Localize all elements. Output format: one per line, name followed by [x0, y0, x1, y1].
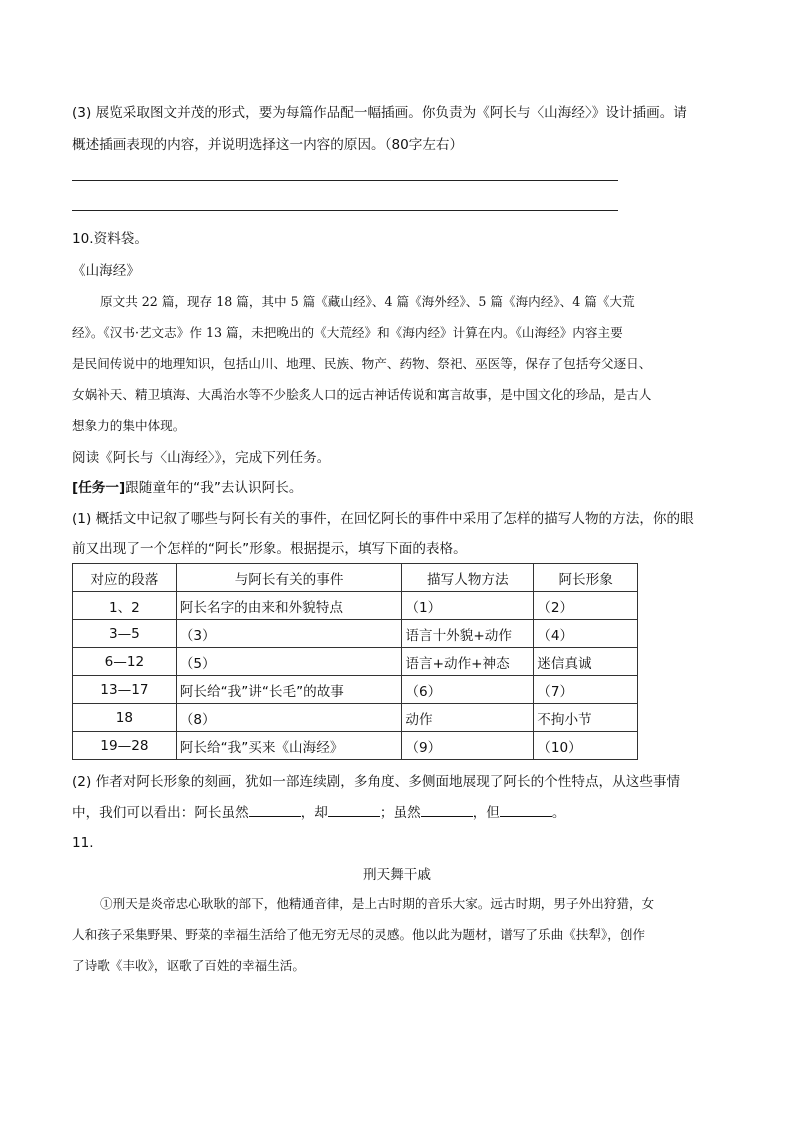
q1-line-2: 前又出现了一个怎样的“阿长”形象。根据提示，填写下面的表格。	[72, 541, 467, 557]
fill-blank[interactable]	[421, 802, 473, 817]
table-cell: 阿长给“我”讲“长毛”的故事	[176, 676, 402, 704]
events-table	[72, 563, 638, 760]
table-cell[interactable]: （10）	[534, 732, 638, 760]
table-cell: 语言+动作+神态	[402, 648, 534, 676]
table-cell: 阿长给“我”买来《山海经》	[176, 732, 402, 760]
table-cell: 1、2	[73, 592, 177, 620]
table-cell: 19—28	[73, 732, 177, 760]
story-para-line-3: 了诗歌《丰收》，讴歌了百姓的幸福生活。	[72, 958, 305, 973]
table-cell[interactable]: （4）	[534, 620, 638, 648]
table-header-cell: 阿长形象	[534, 564, 638, 592]
q10-heading: 10.资料袋。	[72, 231, 148, 247]
table-row	[73, 676, 638, 704]
table-row	[73, 620, 638, 648]
table-row	[73, 704, 638, 732]
material-para-line-4: 女娲补天、精卫填海、大禹治水等不少脍炙人口的远古神话传说和寓言故事，是中国文化的珍品，是古人	[72, 387, 652, 402]
table-cell: 3—5	[73, 620, 177, 648]
table-cell[interactable]: （1）	[402, 592, 534, 620]
table-cell: 语言十外貌+动作	[402, 620, 534, 648]
table-cell: 迷信真诚	[534, 648, 638, 676]
table-row	[73, 592, 638, 620]
table-cell[interactable]: （6）	[402, 676, 534, 704]
story-para-line-1: ①刑天是炎帝忠心耿耿的部下，他精通音律，是上古时期的音乐大家。远古时期，男子外出狩猎，女	[100, 896, 655, 911]
table-cell: 6—12	[73, 648, 177, 676]
q1-line-1: (1) 概括文中记叙了哪些与阿长有关的事件，在回忆阿长的事件中采用了怎样的描写人物的方法，你的眼	[72, 511, 694, 527]
table-header-cell: 描写人物方法	[402, 564, 534, 592]
table-cell: 不拘小节	[534, 704, 638, 732]
q9-3-line-2: 概述插画表现的内容，并说明选择这一内容的原因。（80字左右）	[72, 137, 464, 153]
q2-line-1: (2) 作者对阿长形象的刻画，犹如一部连续剧，多角度、多侧面地展现了阿长的个性特点，从这些事情	[72, 774, 681, 790]
answer-line-2[interactable]	[72, 210, 618, 211]
reading-instruction: 阅读《阿长与〈山海经〉》，完成下列任务。	[72, 450, 331, 466]
material-para-line-2: 经》。《汉书·艺文志》作 13 篇，未把晚出的《大荒经》和《海内经》计算在内。《山海经》内容主要	[72, 325, 623, 340]
q2-text-part: ；虽然	[379, 805, 421, 821]
q2-text-part: ，但	[472, 805, 500, 821]
table-cell: 阿长名字的由来和外貌特点	[176, 592, 402, 620]
fill-blank[interactable]	[249, 802, 301, 817]
table-cell[interactable]: （5）	[176, 648, 402, 676]
table-cell[interactable]: （3）	[176, 620, 402, 648]
q11-number: 11.	[72, 835, 94, 851]
story-para-line-2: 人和孩子采集野果、野菜的幸福生活给了他无穷无尽的灵感。他以此为题材，谱写了乐曲《扶犁》，创作	[72, 927, 646, 942]
story-title: 刑天舞干戚	[363, 867, 431, 883]
material-para-line-1: 原文共 22 篇，现存 18 篇，其中 5 篇《藏山经》、4 篇《海外经》、5 篇《海内经》、4 篇《大荒	[100, 294, 635, 309]
table-header-cell: 与阿长有关的事件	[176, 564, 402, 592]
material-para-line-3: 是民间传说中的地理知识，包括山川、地理、民族、物产、药物、祭祀、巫医等，保存了包括夸父逐日、	[72, 356, 652, 371]
material-para-line-5: 想象力的集中体现。	[72, 418, 186, 433]
task-one-label: [任务一]	[72, 480, 126, 496]
table-cell[interactable]: （8）	[176, 704, 402, 732]
q2-text-part: 中，我们可以看出：阿长虽然	[72, 805, 249, 821]
q2-text-part: 。	[551, 805, 566, 821]
table-row	[73, 732, 638, 760]
table-cell: 18	[73, 704, 177, 732]
table-cell[interactable]: （9）	[402, 732, 534, 760]
q9-3-line-1: (3) 展览采取图文并茂的形式，要为每篇作品配一幅插画。你负责为《阿长与〈山海经〉》设计插画。请	[72, 105, 687, 121]
q2-text-part: ，却	[300, 805, 328, 821]
fill-blank[interactable]	[500, 802, 552, 817]
table-header-row	[73, 564, 638, 592]
table-cell: 动作	[402, 704, 534, 732]
q2-line-2	[72, 802, 565, 823]
table-row	[73, 648, 638, 676]
table-header-cell: 对应的段落	[73, 564, 177, 592]
task-one-text: 跟随童年的“我”去认识阿长。	[125, 480, 303, 496]
answer-line-1[interactable]	[72, 180, 618, 181]
table-cell: 13—17	[73, 676, 177, 704]
task-one	[72, 478, 302, 498]
fill-blank[interactable]	[328, 802, 380, 817]
table-cell[interactable]: （7）	[534, 676, 638, 704]
book-title: 《山海经》	[72, 263, 140, 279]
table-cell[interactable]: （2）	[534, 592, 638, 620]
